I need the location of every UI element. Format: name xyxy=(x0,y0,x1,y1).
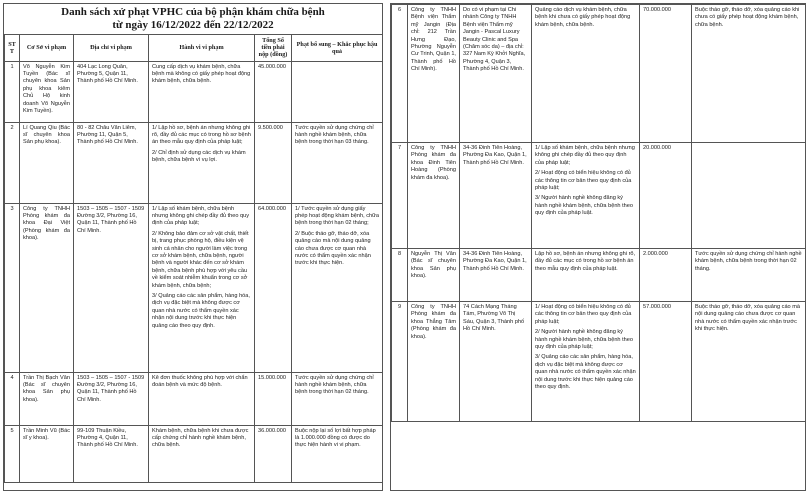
violation-paragraph: 2/ Chỉ định sử dụng các dịch vụ khám bệnh, chữa bệnh vì vụ lợi. xyxy=(152,149,246,164)
header-fine: Tổng Số tiền phải nộp (đồng) xyxy=(255,35,292,62)
cell-address: 74 Cách Mạng Tháng Tám, Phường Võ Thị Sáu, Quận 3, Thành phố Hồ Chí Minh. xyxy=(460,302,532,422)
cell-fine: 57.000.000 xyxy=(640,302,692,422)
extra-paragraph: 2/ Buộc tháo gỡ, tháo dỡ, xóa quảng cáo mà nội dung quảng cáo chưa được cơ quan nhà nước có thẩm quyền xác nhận trước khi thực hiện. xyxy=(295,230,371,267)
cell-extra xyxy=(692,143,806,249)
left-document-page xyxy=(3,3,383,491)
cell-address: 99-109 Thuận Kiều, Phường 4, Quận 11, Thành phố Hồ Chí Minh. xyxy=(74,425,149,482)
cell-name: Công ty TNHH Phòng khám đa khoa Thẳng Tâm (Phòng khám đa khoa). xyxy=(408,302,460,422)
cell-violation xyxy=(149,425,255,482)
cell-extra xyxy=(692,302,806,422)
violations-table-right xyxy=(391,4,806,422)
cell-violation xyxy=(532,143,640,249)
cell-extra xyxy=(692,5,806,143)
header-address: Địa chỉ vi phạm xyxy=(74,35,149,62)
header-stt: STT xyxy=(5,35,20,62)
table-row xyxy=(5,122,383,203)
violation-paragraph: 3/ Quảng cáo các sản phẩm, hàng hóa, dịch vụ đặc biệt mà không được cơ quan nhà nước có thẩm quyền xác nhận nội dung trước khi thực hiện quảng cáo theo quy định. xyxy=(535,354,636,391)
cell-violation xyxy=(532,5,640,143)
violation-paragraph: Khám bệnh, chữa bệnh khi chưa được cấp chứng chỉ hành nghề khám bệnh, chữa bệnh. xyxy=(152,427,249,449)
violation-paragraph: 2/ Không bảo đảm cơ sở vật chất, thiết bị, trang phục phòng hộ, điều kiện vệ sinh cá nhân cho người làm việc trong cơ sở khám bệnh, chữa bệnh, người bệnh và người khác đến cơ sở khám bệnh, chữa bệnh phù hợp với yêu cầu về kiểm soát nhiễm khuẩn trong cơ sở khám bệnh, chữa bệnh; xyxy=(152,230,249,289)
cell-fine: 9.500.000 xyxy=(255,122,292,203)
violation-paragraph: 1/ Hoạt động có biển hiệu không có đủ các thông tin cơ bản theo quy định của pháp luật; xyxy=(535,304,632,325)
cell-address: 34-36 Đinh Tiên Hoàng, Phường Đa Kao, Quận 1, Thành phố Hồ Chí Minh. xyxy=(460,249,532,302)
violation-paragraph: 3/ Quảng cáo các sản phẩm, hàng hóa, dịch vụ đặc biệt mà không được cơ quan nhà nước có thẩm quyền xác nhận nội dung trước khi thực hiện quảng cáo theo quy định. xyxy=(152,293,250,329)
cell-extra xyxy=(292,122,383,203)
cell-fine: 15.000.000 xyxy=(255,372,292,425)
table-row xyxy=(5,425,383,482)
violation-paragraph: 1/ Lập số khám bệnh, chữa bệnh nhưng không ghi chép đầy đủ theo quy định của pháp luật; xyxy=(535,145,635,166)
table-header-row xyxy=(5,35,383,62)
cell-name: Công ty TNHH Phòng khám đa khoa Đại Việt (Phòng khám đa khoa). xyxy=(20,203,74,372)
cell-violation xyxy=(532,249,640,302)
table-row xyxy=(5,372,383,425)
extra-paragraph: Buộc tháo gỡ, tháo dỡ, xóa quảng cáo mà nội dung quảng cáo chưa được cơ quan nhà nước có thẩm quyền xác nhận trước khi thực hiện. xyxy=(695,304,800,333)
cell-name: Trần Thị Bạch Vân (Bác sĩ chuyên khoa Sản phụ khoa). xyxy=(20,372,74,425)
cell-violation xyxy=(149,372,255,425)
cell-name: Công ty TNHH Bệnh viện Thẩm mỹ Jangin (Địa chỉ: 212 Trần Hưng Đạo, Phường Nguyễn Cư Trinh, Quận 1, Thành phố Hồ Chí Minh). xyxy=(408,5,460,143)
cell-fine: 36.000.000 xyxy=(255,425,292,482)
cell-stt: 3 xyxy=(5,203,20,372)
cell-stt: 8 xyxy=(392,249,408,302)
violation-paragraph: 1/ Lập số khám bệnh, chữa bệnh nhưng không ghi chép đầy đủ theo quy định của pháp luật; xyxy=(152,205,250,227)
cell-extra xyxy=(292,425,383,482)
cell-name: Nguyễn Thị Vân (Bác sĩ chuyên khoa Sản phụ khoa). xyxy=(408,249,460,302)
cell-extra xyxy=(692,249,806,302)
cell-name: Trần Minh Vũ (Bác sĩ y khoa). xyxy=(20,425,74,482)
cell-name: Lí Quang Qiu (Bác sĩ chuyên khoa Sản phụ khoa). xyxy=(20,122,74,203)
cell-stt: 4 xyxy=(5,372,20,425)
header-name: Cơ Sở vi phạm xyxy=(20,35,74,62)
table-row xyxy=(392,249,806,302)
title-line-2: từ ngày 16/12/2022 đến 22/12/2022 xyxy=(112,19,274,31)
cell-extra xyxy=(292,372,383,425)
cell-stt: 5 xyxy=(5,425,20,482)
right-document-page xyxy=(390,3,806,491)
cell-stt: 7 xyxy=(392,143,408,249)
cell-violation xyxy=(149,203,255,372)
cell-address: 1503 – 1505 – 1507 - 1509 Đường 3/2, Phường 16, Quận 11, Thành phố Hồ Chí Minh. xyxy=(74,203,149,372)
cell-fine: 2.000.000 xyxy=(640,249,692,302)
cell-name: Công ty TNHH Phòng khám đa khoa Đinh Tiên Hoàng (Phòng khám đa khoa). xyxy=(408,143,460,249)
cell-address: Do có vi phạm tại Chi nhánh Công ty TNHH Bệnh viện Thẩm mỹ Jangin - Pascal Luxury Beauty Clinic and Spa (Chăm sóc da) – địa chỉ: 327 Nam Kỳ Khởi Nghĩa, Phường 4, Quận 3, Thành phố Hồ Chí Minh. xyxy=(460,5,532,143)
cell-violation xyxy=(149,61,255,122)
document-title xyxy=(4,4,382,34)
violation-paragraph: Cung cấp dịch vụ khám bệnh, chữa bệnh mà không có giấy phép hoạt động khám bệnh, chữa bệnh. xyxy=(152,63,251,85)
cell-fine: 20.000.000 xyxy=(640,143,692,249)
extra-paragraph: 1/ Tước quyền sử dụng giấy phép hoạt động khám bệnh, chữa bệnh trong thời hạn 02 tháng; xyxy=(295,205,379,227)
table-row xyxy=(392,143,806,249)
cell-address: 80 - 82 Châu Văn Liêm, Phường 11, Quận 5, Thành phố Hồ Chí Minh. xyxy=(74,122,149,203)
extra-paragraph: Tước quyền sử dụng chứng chỉ hành nghề khám bệnh, chữa bệnh trong thời hạn 02 tháng. xyxy=(295,374,374,396)
cell-fine: 64.000.000 xyxy=(255,203,292,372)
header-violation: Hành vi vi phạm xyxy=(149,35,255,62)
cell-fine: 70.000.000 xyxy=(640,5,692,143)
extra-paragraph: Buộc tháo gỡ, tháo dỡ, xóa quảng cáo khi chưa có giấy phép hoạt động khám bệnh, chữa bệnh. xyxy=(695,7,800,28)
cell-violation xyxy=(532,302,640,422)
title-line-1: Danh sách xử phạt VPHC của bộ phận khám chữa bệnh xyxy=(61,6,325,18)
cell-stt: 9 xyxy=(392,302,408,422)
cell-violation xyxy=(149,122,255,203)
violations-table-left xyxy=(4,34,383,483)
table-row xyxy=(392,302,806,422)
table-row xyxy=(5,61,383,122)
violation-paragraph: 2/ Người hành nghề không đăng ký hành nghề khám bệnh, chữa bệnh theo quy định của pháp luật; xyxy=(535,329,633,351)
cell-name: Võ Nguyễn Kim Tuyền (Bác sĩ chuyên khoa Sản phụ khoa kiêm Chủ Hộ kinh doanh Võ Nguyễn Kim Tuyền). xyxy=(20,61,74,122)
violation-paragraph: 2/ Hoạt động có biển hiệu không có đủ các thông tin cơ bản theo quy định của pháp luật; xyxy=(535,170,632,192)
table-row xyxy=(5,203,383,372)
cell-stt: 1 xyxy=(5,61,20,122)
cell-address: 34-36 Đinh Tiên Hoàng, Phường Đa Kao, Quận 1, Thành phố Hồ Chí Minh. xyxy=(460,143,532,249)
violation-paragraph: Lập hồ sơ, bệnh án nhưng không ghi rõ, đầy đủ các mục có trong hồ sơ bệnh án theo mẫu quy định của pháp luật. xyxy=(535,251,636,272)
cell-address: 404 Lạc Long Quân, Phường 5, Quận 11, Thành phố Hồ Chí Minh. xyxy=(74,61,149,122)
table-row xyxy=(392,5,806,143)
extra-paragraph: Tước quyền sử dụng chứng chỉ hành nghề khám bệnh, chữa bệnh trong thời hạn 02 tháng. xyxy=(695,251,802,272)
header-extra: Phạt bổ sung – Khắc phục hậu quả xyxy=(292,35,383,62)
cell-fine: 45.000.000 xyxy=(255,61,292,122)
violation-paragraph: Kê đơn thuốc không phù hợp với chẩn đoán bệnh và mức độ bệnh. xyxy=(152,374,248,389)
cell-stt: 6 xyxy=(392,5,408,143)
extra-paragraph: Buộc nộp lại số lợi bất hợp pháp là 1.000.000 đồng có được do thực hiện hành vi vi phạm. xyxy=(295,427,376,449)
extra-paragraph: Tước quyền sử dụng chứng chỉ hành nghề khám bệnh, chữa bệnh trong thời hạn 03 tháng. xyxy=(295,124,374,146)
cell-extra xyxy=(292,203,383,372)
cell-extra xyxy=(292,61,383,122)
cell-stt: 2 xyxy=(5,122,20,203)
violation-paragraph: Quảng cáo dịch vụ khám bệnh, chữa bệnh khi chưa có giấy phép hoạt động khám bệnh, chữa bệnh. xyxy=(535,7,631,28)
cell-address: 1503 – 1505 – 1507 - 1509 Đường 3/2, Phường 16, Quận 11, Thành phố Hồ Chí Minh. xyxy=(74,372,149,425)
violation-paragraph: 3/ Người hành nghề không đăng ký hành nghề khám bệnh, chữa bệnh theo quy định của pháp luật. xyxy=(535,195,633,217)
violation-paragraph: 1/ Lập hồ sơ, bệnh án nhưng không ghi rõ, đầy đủ các mục có trong hồ sơ bệnh án theo mẫu quy định của pháp luật; xyxy=(152,124,251,146)
